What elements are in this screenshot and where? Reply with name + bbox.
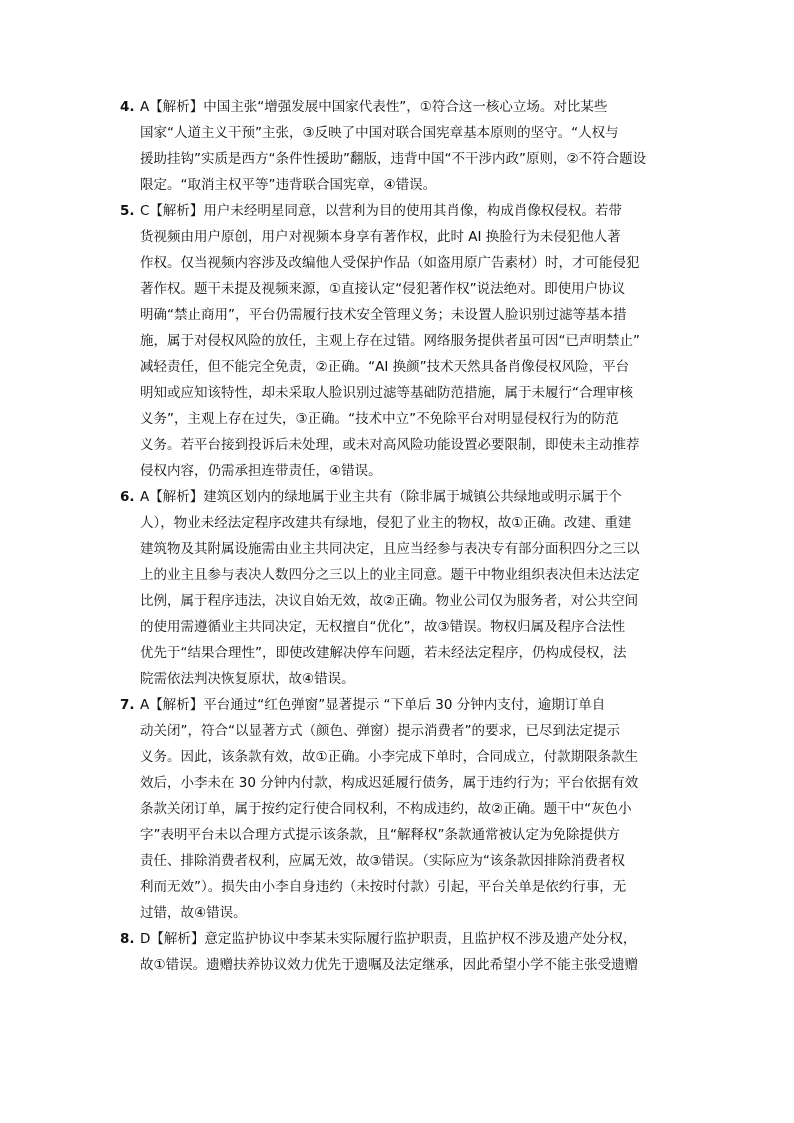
question-7-explanation xyxy=(120,692,680,926)
text-line: 明知或应知该特性，却未采取人脸识别过滤等基础防范措施，属于未履行“合理审核 xyxy=(140,385,633,401)
text-line: D【解析】意定监护协议中李某未实际履行监护职责，且监护权不涉及遗产处分权， xyxy=(140,931,637,947)
text-line: 义务。若平台接到投诉后未处理，或未对高风险功能设置必要限制，即使未主动推荐 xyxy=(140,437,640,453)
text-line: 人），物业未经法定程序改建共有绿地，侵犯了业主的物权，故①正确。改建、重建 xyxy=(140,515,632,531)
text-line: 著作权。题干未提及视频来源，①直接认定“侵犯著作权”说法绝对。即使用户协议 xyxy=(140,281,626,297)
text-line: 建筑物及其附属设施需由业主共同决定，且应当经参与表决专有部分面积四分之三以 xyxy=(140,541,640,557)
question-8-explanation xyxy=(120,926,680,978)
text-line: A【解析】中国主张“增强发展中国家代表性”，①符合这一核心立场。对比某些 xyxy=(140,99,608,115)
text-line: 施，属于对侵权风险的放任，主观上存在过错。网络服务提供者虽可因“已声明禁止” xyxy=(140,333,640,349)
question-4-explanation xyxy=(120,94,680,198)
text-line: 比例，属于程序违法，决议自始无效，故②正确。物业公司仅为服务者，对公共空间 xyxy=(140,593,639,609)
text-line: 动关闭”，符合“以显著方式（颜色、弹窗）提示消费者”的要求，已尽到法定提示 xyxy=(140,723,620,739)
text-line: 故①错误。遗赠扶养协议效力优先于遗嘱及法定继承，因此希望小学不能主张受遗赠 xyxy=(140,957,639,973)
text-line: 侵权内容，仍需承担连带责任，④错误。 xyxy=(140,463,382,479)
question-number: 8. xyxy=(120,931,135,947)
question-number: 6. xyxy=(120,489,135,505)
question-5-explanation xyxy=(120,198,680,484)
text-line: A【解析】平台通过“红色弹窗”显著提示 “下单后 30 分钟内支付，逾期订单自 xyxy=(140,697,606,713)
text-line: 限定。“取消主权平等”违背联合国宪章，④错误。 xyxy=(140,177,437,193)
text-line: 效后，小李未在 30 分钟内付款，构成迟延履行债务，属于违约行为；平台依据有效 xyxy=(140,775,639,791)
text-line: C【解析】用户未经明星同意，以营利为目的使用其肖像，构成肖像权侵权。若带 xyxy=(140,203,622,219)
text-line: 利而无效”）。损失由小李自身违约（未按时付款）引起，平台关单是依约行事，无 xyxy=(140,879,627,895)
text-line: A【解析】建筑区划内的绿地属于业主共有（除非属于城镇公共绿地或明示属于个 xyxy=(140,489,622,505)
text-line: 责任、排除消费者权利，应属无效，故③错误。（实际应为“该条款因排除消费者权 xyxy=(140,853,625,869)
text-line: 院需依法判决恢复原状，故④错误。 xyxy=(140,671,355,687)
question-number: 4. xyxy=(120,99,135,115)
text-line: 作权。仅当视频内容涉及改编他人受保护作品（如盗用原广告素材）时，才可能侵犯 xyxy=(140,255,640,271)
text-line: 国家“人道主义干预”主张，③反映了中国对联合国宪章基本原则的坚守。“人权与 xyxy=(140,125,619,141)
text-line: 减轻责任，但不能完全免责，②正确。“AI 换颜”技术天然具备肖像侵权风险，平台 xyxy=(140,359,630,375)
answer-explanations xyxy=(120,94,680,978)
question-number: 5. xyxy=(120,203,135,219)
text-line: 货视频由用户原创，用户对视频本身享有著作权，此时 AI 换脸行为未侵犯他人著 xyxy=(140,229,621,245)
text-line: 的使用需遵循业主共同决定，无权擅自“优化”，故③错误。物权归属及程序合法性 xyxy=(140,619,626,635)
text-line: 援助挂钩”实质是西方“条件性援助”翻版，违背中国“不干涉内政”原则，②不符合题设 xyxy=(140,151,647,167)
text-line: 义务”，主观上存在过失，③正确。“技术中立”不免除平台对明显侵权行为的防范 xyxy=(140,411,619,427)
text-line: 优先于“结果合理性”，即使改建解决停车问题，若未经法定程序，仍构成侵权，法 xyxy=(140,645,627,661)
question-number: 7. xyxy=(120,697,135,713)
text-line: 明确“禁止商用”，平台仍需履行技术安全管理义务；未设置人脸识别过滤等基本措 xyxy=(140,307,627,323)
text-line: 条款关闭订单，属于按约定行使合同权利，不构成违约，故②正确。题干中“灰色小 xyxy=(140,801,632,817)
text-line: 过错，故④错误。 xyxy=(140,905,247,921)
text-line: 义务。因此，该条款有效，故①正确。小李完成下单时，合同成立，付款期限条款生 xyxy=(140,749,639,765)
text-line: 上的业主且参与表决人数四分之三以上的业主同意。题干中物业组织表决但未达法定 xyxy=(140,567,640,583)
text-line: 字”表明平台未以合理方式提示该条款，且“解释权”条款通常被认定为免除提供方 xyxy=(140,827,620,843)
question-6-explanation xyxy=(120,484,680,692)
